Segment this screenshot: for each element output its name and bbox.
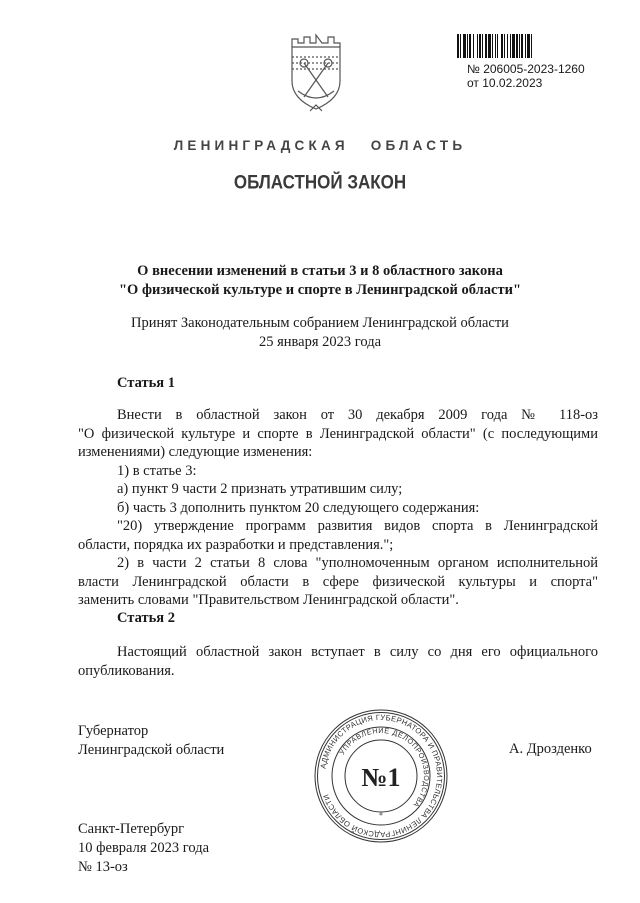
body-line: власти Ленинградской области в сфере физической культуры и спорта"	[78, 573, 598, 590]
position-line: Ленинградской области	[78, 742, 225, 758]
registration-number: № 206005-2023-1260	[467, 62, 585, 76]
law-title-line: О внесении изменений в статьи 3 и 8 областного закона	[137, 263, 503, 279]
official-stamp	[313, 708, 449, 844]
body-line: б) часть 3 дополнить пунктом 20 следующего содержания:	[117, 499, 480, 516]
stamp-inner-text: УПРАВЛЕНИЕ ДЕЛОПРОИЗВОДСТВА	[337, 725, 432, 810]
barcode-bar	[531, 34, 532, 58]
barcode-bar	[519, 34, 520, 58]
barcode-bar	[485, 34, 487, 58]
article-2-body	[78, 643, 598, 680]
body-line: заменить словами "Правительством Ленинградской области".	[78, 592, 459, 608]
body-line: Настоящий областной закон вступает в силу со дня его официального	[117, 644, 598, 660]
registration-date: от 10.02.2023	[467, 76, 543, 90]
barcode-bar	[477, 34, 478, 58]
barcode-bar	[473, 34, 474, 58]
article-1-heading: Статья 1	[117, 375, 175, 391]
barcode-bar	[479, 34, 481, 58]
barcode-bar	[516, 34, 518, 58]
barcode	[457, 34, 585, 58]
body-line: Внести в областной закон от 30 декабря 2009 года № 118-оз	[117, 407, 598, 423]
footer-number: № 13-оз	[78, 859, 128, 875]
footer-block	[78, 820, 209, 877]
stamp-number: №1	[361, 763, 401, 792]
region-heading: ЛЕНИНГРАДСКАЯ ОБЛАСТЬ	[173, 138, 467, 153]
adoption-date: 25 января 2023 года	[258, 334, 382, 350]
adoption-line: Принят Законодательным собранием Ленинградской области	[131, 315, 509, 331]
signatory-name: А. Дрозденко	[509, 741, 592, 757]
stamp-outer-text: АДМИНИСТРАЦИЯ ГУБЕРНАТОРА И ПРАВИТЕЛЬСТВА ЛЕНИНГРАДСКОЙ ОБЛАСТИ	[318, 712, 445, 840]
body-line: области, порядка их разработки и представления.";	[78, 536, 394, 553]
body-line: "20) утверждение программ развития видов спорта в Ленинградской	[117, 518, 598, 534]
barcode-bar	[467, 34, 468, 58]
barcode-bar	[463, 34, 466, 58]
law-title	[60, 262, 580, 300]
barcode-bar	[457, 34, 459, 58]
article-2-heading: Статья 2	[117, 610, 175, 626]
coat-of-arms-emblem	[284, 33, 348, 115]
footer-date: 10 февраля 2023 года	[78, 840, 210, 856]
article-1-body	[78, 406, 598, 610]
barcode-bar	[507, 34, 508, 58]
body-line: 1) в статье 3:	[117, 462, 197, 479]
position-line: Губернатор	[78, 723, 149, 739]
body-line: опубликования.	[78, 662, 175, 679]
registration-info	[467, 62, 585, 90]
barcode-bar	[469, 34, 471, 58]
barcode-bar	[492, 34, 493, 58]
body-line: 2) в части 2 статьи 8 слова "уполномоченным органом исполнительной	[117, 555, 598, 571]
barcode-bar	[527, 34, 530, 58]
barcode-bar	[525, 34, 526, 58]
adoption-note	[60, 314, 580, 352]
body-line: "О физической культуре и спорте в Ленинградской области" (с последующими	[78, 425, 598, 442]
barcode-bar	[521, 34, 523, 58]
barcode-bar	[460, 34, 461, 58]
law-title-line: "О физической культуре и спорте в Ленинградской области"	[118, 282, 522, 298]
signatory-position	[78, 722, 224, 760]
barcode-bar	[497, 34, 498, 58]
barcode-bar	[482, 34, 483, 58]
barcode-bar	[488, 34, 491, 58]
law-type-heading: ОБЛАСТНОЙ ЗАКОН	[233, 171, 407, 194]
barcode-bar	[495, 34, 496, 58]
barcode-bar	[510, 34, 511, 58]
barcode-bar	[501, 34, 503, 58]
barcode-bar	[504, 34, 505, 58]
footer-city: Санкт-Петербург	[78, 821, 185, 837]
stamp-star-icon: *	[379, 811, 383, 820]
barcode-bar	[512, 34, 515, 58]
body-line: изменениями) следующие изменения:	[78, 444, 313, 460]
body-line: а) пункт 9 части 2 признать утратившим силу;	[117, 481, 403, 497]
